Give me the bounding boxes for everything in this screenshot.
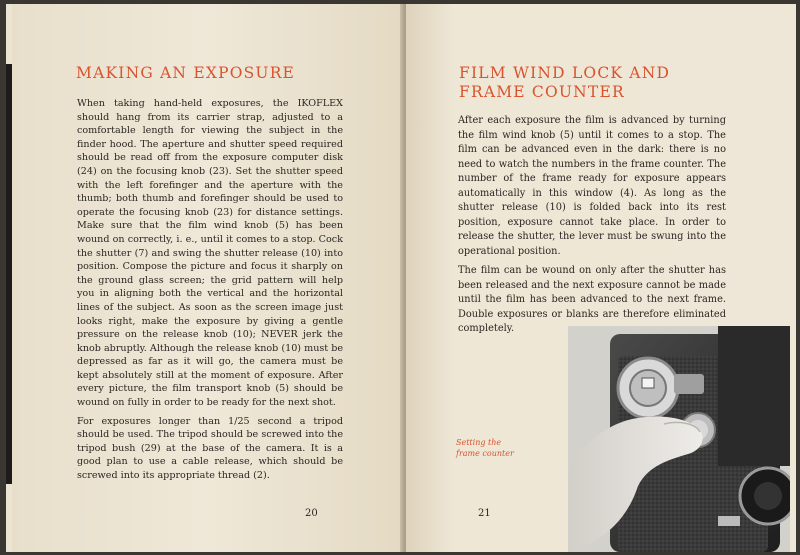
page-number-left: 20 <box>305 508 318 519</box>
camera-illustration <box>568 326 790 552</box>
left-page-body <box>77 97 343 488</box>
right-heading-line1: FILM WIND LOCK AND <box>459 64 671 82</box>
right-paragraph-1: After each exposure the film is advanced by turning the film wind knob (5) until it comes to a stop. The film can be advanced even in the dark: there is no need to watch the numbers in the frame counter. The number of the frame ready for exposure appears automatically in this window (4). As long as the shutter release (10) is folded back into its rest position, exposure cannot take place. In order to release the shutter, the lever must be swung into the operational position. <box>458 115 726 257</box>
page-number-right: 21 <box>478 508 491 519</box>
right-heading-line2: FRAME COUNTER <box>459 83 625 101</box>
right-page-body <box>458 114 726 342</box>
caption-line-1: Setting the <box>456 438 502 447</box>
left-paragraph-2: For exposures longer than 1/25 second a tripod should be used. The tripod should be screwed into the tripod bush (29) at the base of the camera. It is a good plan to use a cable release, which should be screwed into its appropriate thread (2). <box>77 415 343 482</box>
camera-photo <box>568 326 790 552</box>
left-page-heading: MAKING AN EXPOSURE <box>76 64 296 82</box>
left-paragraph-1: When taking hand-held exposures, the IKOFLEX should hang from its carrier strap, adjusted to a comfortable length for viewing the subject in the finder hood. The aperture and shutter speed required should be read off from the exposure computer disk (24) on the focusing knob (23). Set the shutter speed with the left forefinger and the aperture with the thumb; both thumb and forefinger should be used to operate the focusing knob (23) for distance settings. Make sure that the film wind knob (5) has been wound on correctly, i. e., until it comes to a stop. Cock the shutter (7) and swing the shutter release (10) into position. Compose the picture and focus it sharply on the ground glass screen; the grid pattern will help you in aligning both the vertical and the horizontal lines of the subject. As soon as the screen image just looks right, make the exposure by giving a gentle pressure on the release knob (10); NEVER jerk the knob abruptly. Although the release knob (10) must be depressed as far as it will go, the camera must be kept absolutely still at the moment of exposure. After every picture, the film transport knob (5) should be wound on fully in order to be ready for the next shot. <box>77 98 344 409</box>
right-page-heading <box>459 64 670 102</box>
photo-caption <box>456 437 514 459</box>
caption-line-2: frame counter <box>456 449 514 458</box>
right-paragraph-2: The film can be wound on only after the shutter has been released and the next exposure cannot be made until the film has been advanced to the next frame. Double exposures or blanks are therefore eliminated completely. <box>458 265 726 334</box>
